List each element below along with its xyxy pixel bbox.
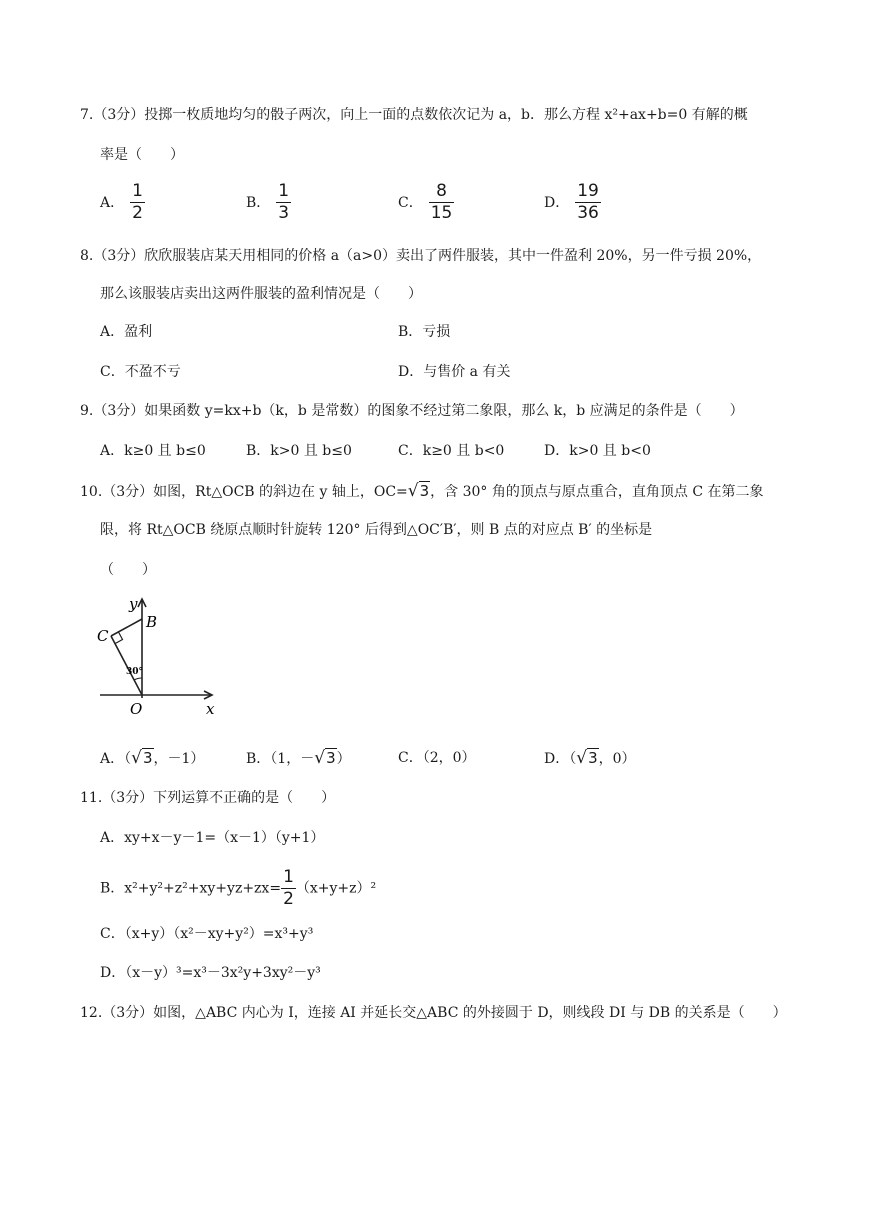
q10-stem-line1: 10.（3分）如图，Rt△OCB 的斜边在 y 轴上，OC=√3，含 30° 角的顶点与原点重合，直角顶点 C 在第二象 — [80, 481, 764, 501]
sqrt-expression: √3 — [314, 748, 336, 768]
q7-option-a[interactable]: A． $\frac{1}{2}$ — [100, 181, 143, 223]
y-axis-label: y — [129, 595, 138, 613]
fraction: $\frac{8}{15}$ — [430, 181, 453, 223]
q9-option-b[interactable]: B．k>0 且 b≤0 — [246, 443, 352, 459]
fraction: $\frac{19}{36}$ — [577, 181, 599, 223]
q10-option-b[interactable]: B．（1，－√3） — [246, 748, 351, 768]
fraction: $\frac{1}{3}$ — [278, 181, 290, 223]
q11-stem-line1: 11.（3分）下列运算不正确的是（ ） — [80, 790, 336, 806]
x-axis-label: x — [206, 700, 215, 718]
q8-option-c[interactable]: C．不盈不亏 — [100, 364, 181, 380]
q9-stem-line1: 9.（3分）如果函数 y=kx+b（k，b 是常数）的图象不经过第二象限，那么 k，b 应满足的条件是（ ） — [80, 403, 744, 419]
q7-stem-line2: 率是（ ） — [100, 147, 184, 163]
point-c-label: C — [97, 627, 109, 645]
fraction: $\frac{1}{2}$ — [132, 181, 143, 223]
fraction: $\frac{1}{2}$ — [283, 867, 294, 909]
q10-stem-line3: （ ） — [100, 562, 156, 578]
sqrt-expression: √3 — [131, 748, 153, 768]
q8-option-b[interactable]: B．亏损 — [398, 324, 451, 340]
q10-option-d[interactable]: D．（√3，0） — [544, 748, 636, 768]
q7-stem-line1: 7.（3分）投掷一枚质地均匀的骰子两次，向上一面的点数依次记为 a，b．那么方程 x²+ax+b=0 有解的概 — [80, 107, 748, 123]
q7-option-c[interactable]: C． $\frac{8}{15}$ — [398, 181, 453, 223]
q8-stem-line2: 那么该服装店卖出这两件服装的盈利情况是（ ） — [100, 286, 422, 302]
origin-label: O — [130, 700, 143, 718]
q10-stem-line2: 限，将 Rt△OCB 绕原点顺时针旋转 120° 后得到△OC′B′，则 B 点的对应点 B′ 的坐标是 — [100, 522, 653, 538]
q12-stem-line1: 12.（3分）如图，△ABC 内心为 I，连接 AI 并延长交△ABC 的外接圆于 D，则线段 DI 与 DB 的关系是（ ） — [80, 1005, 787, 1021]
segment-oc — [111, 636, 142, 695]
q8-option-a[interactable]: A．盈利 — [100, 324, 153, 340]
q11-option-d[interactable]: D．（x－y）³=x³－3x²y+3xy²－y³ — [100, 965, 321, 981]
q11-option-a[interactable]: A．xy+x－y－1=（x－1）（y+1） — [100, 830, 325, 846]
segment-cb — [111, 619, 142, 636]
point-b-label: B — [146, 613, 158, 631]
q9-option-a[interactable]: A．k≥0 且 b≤0 — [100, 443, 206, 459]
q10-option-a[interactable]: A．（√3，－1） — [100, 748, 205, 768]
q10-option-c[interactable]: C．（2，0） — [398, 750, 476, 766]
sqrt-expression: √3 — [407, 481, 430, 501]
q11-option-b[interactable]: B．x²+y²+z²+xy+yz+zx= $\frac{1}{2}$ （x+y+z）² — [100, 867, 377, 909]
q9-option-c[interactable]: C．k≥0 且 b<0 — [398, 443, 505, 459]
angle-arc — [134, 678, 142, 680]
angle-label: 30° — [126, 667, 144, 677]
q11-option-c[interactable]: C．（x+y）（x²－xy+y²）=x³+y³ — [100, 926, 314, 942]
q7-option-b[interactable]: B． $\frac{1}{3}$ — [246, 181, 290, 223]
q9-option-d[interactable]: D．k>0 且 b<0 — [544, 443, 651, 459]
sqrt-expression: √3 — [576, 748, 598, 768]
q8-option-d[interactable]: D．与售价 a 有关 — [398, 364, 511, 380]
q7-option-d[interactable]: D． $\frac{19}{36}$ — [544, 181, 599, 223]
q10-figure — [92, 594, 227, 724]
q8-stem-line1: 8.（3分）欣欣服装店某天用相同的价格 a（a>0）卖出了两件服装，其中一件盈利 20%，另一件亏损 20%， — [80, 248, 762, 264]
